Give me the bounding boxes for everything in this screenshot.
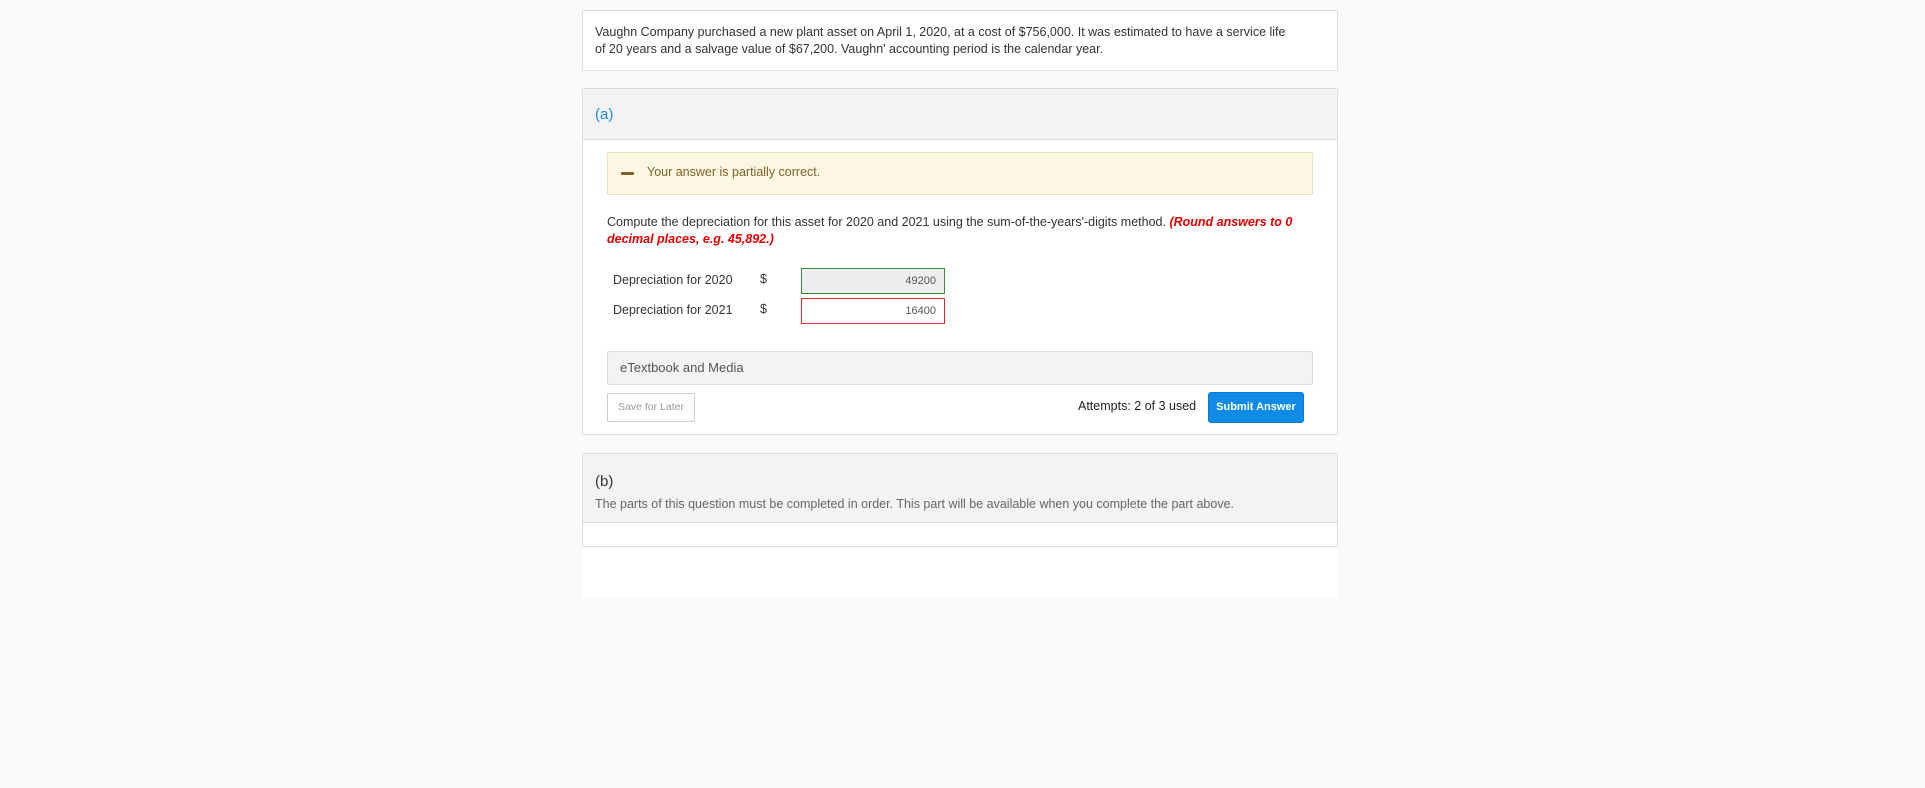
- part-b-header: [583, 454, 1337, 523]
- currency-symbol: $: [760, 272, 767, 286]
- etextbook-media-toggle[interactable]: [607, 351, 1313, 385]
- depreciation-row-2020: [607, 268, 947, 294]
- rounding-note: (Round answers to 0 decimal places, e.g. 45,892.): [607, 215, 1293, 246]
- attempts-counter: Attempts: 2 of 3 used: [1078, 399, 1197, 413]
- content-bottom-area: [582, 548, 1338, 598]
- problem-statement-card: [582, 10, 1338, 71]
- part-b-locked-message: The parts of this question must be completed in order. This part will be available when you complete the part above.: [595, 497, 1235, 511]
- part-b-panel: [582, 453, 1338, 547]
- part-a-label[interactable]: (a): [595, 106, 614, 123]
- depreciation-row-2021: [607, 298, 947, 324]
- depreciation-2020-input[interactable]: [801, 268, 945, 294]
- question-text: Compute the depreciation for this asset for 2020 and 2021 using the sum-of-the-years'-digits method.: [607, 215, 1166, 229]
- problem-statement: Vaughn Company purchased a new plant asset on April 1, 2020, at a cost of $756,000. It was estimated to have a service life of 20 years and a salvage value of $67,200. Vaughn' accounting period is the calendar year.: [595, 25, 1286, 56]
- save-for-later-button[interactable]: Save for Later: [607, 393, 695, 422]
- part-a-panel: [582, 88, 1338, 435]
- partially-correct-dash-icon: [621, 172, 634, 175]
- depreciation-2021-input[interactable]: [801, 298, 945, 324]
- etextbook-media-label: eTextbook and Media: [620, 360, 744, 375]
- feedback-banner: [607, 152, 1313, 195]
- feedback-text: Your answer is partially correct.: [647, 165, 821, 179]
- currency-symbol: $: [760, 302, 767, 316]
- submit-answer-button[interactable]: Submit Answer: [1208, 392, 1304, 423]
- part-a-header[interactable]: [583, 89, 1337, 140]
- part-b-label: (b): [595, 473, 614, 490]
- question-prompt: [607, 214, 1307, 248]
- depreciation-2021-label: Depreciation for 2021: [613, 303, 733, 317]
- depreciation-2020-label: Depreciation for 2020: [613, 273, 733, 287]
